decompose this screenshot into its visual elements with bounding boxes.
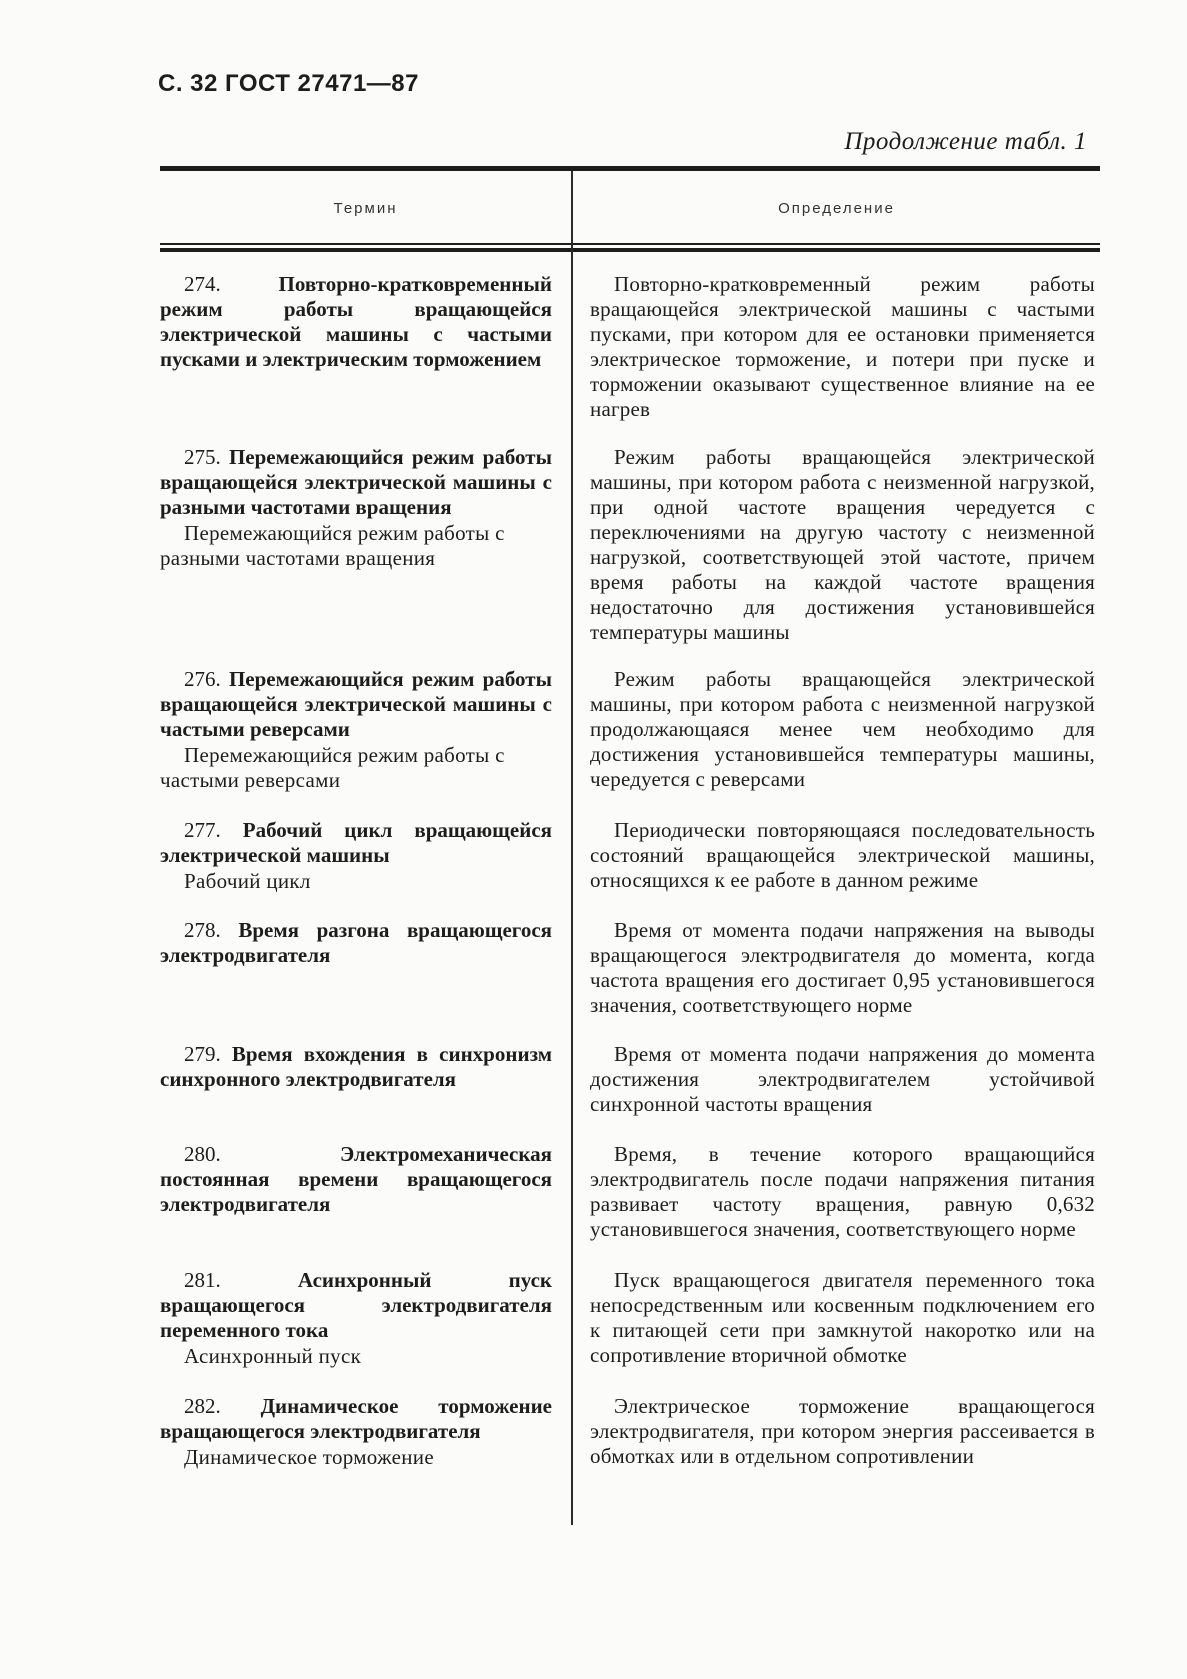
term-title — [160, 445, 552, 520]
table-top-rule — [160, 166, 1100, 171]
term-name: Асинхронный пуск вращающегося электродвигателя переменного тока — [160, 1268, 552, 1342]
definition-text: Повторно-кратковременный режим работы вращающейся электрической машины с частыми пусками, при котором для ее остановки применяется электрическое торможение, и потери при пуске и торможении оказывают существенное влияние на ее нагрев — [590, 272, 1095, 421]
term-number: 279. — [184, 1042, 221, 1066]
header-rule-thick — [160, 248, 1100, 252]
term-name: Повторно-кратковременный режим работы вращающейся электрической машины с частыми пусками и электрическим торможением — [160, 272, 552, 371]
term-entry-275 — [160, 445, 552, 571]
definition-text: Время, в течение которого вращающийся электродвигатель после подачи напряжения питания развивает частоту вращения, равную 0,632 установившегося значения, соответствующего норме — [590, 1142, 1095, 1241]
definition-text: Пуск вращающегося двигателя переменного тока непосредственным или косвенным подключением его к питающей сети при замкнутой накоротко или на сопротивление вторичной обмотке — [590, 1268, 1095, 1367]
term-number: 282. — [184, 1394, 221, 1418]
term-number: 278. — [184, 918, 221, 942]
term-short-form: Перемежающийся режим работы с разными частотами вращения — [160, 521, 505, 570]
term-name: Рабочий цикл вращающейся электрической машины — [160, 818, 552, 867]
definition-entry-275 — [590, 445, 1095, 645]
column-header-definition: Определение — [778, 200, 895, 217]
term-number: 276. — [184, 667, 221, 691]
running-head: С. 32 ГОСТ 27471—87 — [158, 70, 419, 97]
definition-text: Время от момента подачи напряжения до момента достижения электродвигателем устойчивой синхронной частоты вращения — [590, 1042, 1095, 1116]
definition-entry-279 — [590, 1042, 1095, 1117]
term-number: 277. — [184, 818, 221, 842]
table-continuation-label: Продолжение табл. 1 — [844, 128, 1087, 155]
definition-entry-277 — [590, 818, 1095, 893]
term-number: 281. — [184, 1268, 221, 1292]
definition-entry-280 — [590, 1142, 1095, 1242]
definition-text: Время от момента подачи напряжения на выводы вращающегося электродвигателя до момента, когда частота вращения его достигает 0,95 установившегося значения, соответствующего норме — [590, 918, 1095, 1017]
term-entry-281 — [160, 1268, 552, 1369]
column-header-term: Термин — [333, 200, 398, 217]
term-short-form: Перемежающийся режим работы с частыми реверсами — [160, 743, 505, 792]
definition-entry-276 — [590, 667, 1095, 792]
definition-text: Электрическое торможение вращающегося электродвигателя, при котором энергия рассеивается в обмотках или в отдельном сопротивлении — [590, 1394, 1095, 1468]
definition-text: Режим работы вращающейся электрической машины, при котором работа с неизменной нагрузкой продолжающаяся менее чем необходимо для достижения установившейся температуры машины, чередуется с реверсами — [590, 667, 1095, 791]
term-title — [160, 1394, 552, 1444]
term-name: Время разгона вращающегося электродвигателя — [160, 918, 553, 967]
term-name: Время вхождения в синхронизм синхронного электродвигателя — [160, 1042, 553, 1091]
definition-text: Режим работы вращающейся электрической машины, при котором работа с неизменной нагрузкой, при одной частоте вращения чередуется с переключениями на другую частоту с неизменной нагрузкой, соответствующей этой частоте, причем время работы на каждой частоте вращения недостаточно для достижения установившейся температуры машины — [590, 445, 1095, 644]
definition-text: Периодически повторяющаяся последовательность состояний вращающейся электрической машины, относящихся к ее работе в данном режиме — [590, 818, 1095, 892]
term-entry-280 — [160, 1142, 552, 1217]
term-name: Перемежающийся режим работы вращающейся электрической машины с частыми реверсами — [160, 667, 552, 741]
term-title — [160, 1142, 552, 1217]
term-entry-274 — [160, 272, 552, 372]
term-title — [160, 1268, 552, 1343]
term-title — [160, 667, 552, 742]
term-entry-279 — [160, 1042, 552, 1092]
term-name: Динамическое торможение вращающегося электродвигателя — [160, 1394, 552, 1443]
definition-entry-282 — [590, 1394, 1095, 1469]
term-number: 274. — [184, 272, 221, 296]
term-number: 275. — [184, 445, 221, 469]
definition-entry-281 — [590, 1268, 1095, 1368]
term-number: 280. — [184, 1142, 221, 1166]
column-divider — [571, 171, 573, 1525]
term-title — [160, 1042, 552, 1092]
term-entry-276 — [160, 667, 552, 793]
term-title — [160, 818, 552, 868]
term-entry-277 — [160, 818, 552, 894]
definition-entry-278 — [590, 918, 1095, 1018]
term-name: Электромеханическая постоянная времени вращающегося электродвигателя — [160, 1142, 552, 1216]
term-short-form: Асинхронный пуск — [184, 1344, 362, 1368]
term-short-form: Динамическое торможение — [184, 1445, 434, 1469]
term-short-form: Рабочий цикл — [184, 869, 311, 893]
definition-entry-274 — [590, 272, 1095, 422]
term-entry-282 — [160, 1394, 552, 1470]
header-rule-thin — [160, 243, 1100, 245]
term-title — [160, 272, 552, 372]
term-title — [160, 918, 552, 968]
term-entry-278 — [160, 918, 552, 968]
term-name: Перемежающийся режим работы вращающейся электрической машины с разными частотами вращения — [160, 445, 552, 519]
